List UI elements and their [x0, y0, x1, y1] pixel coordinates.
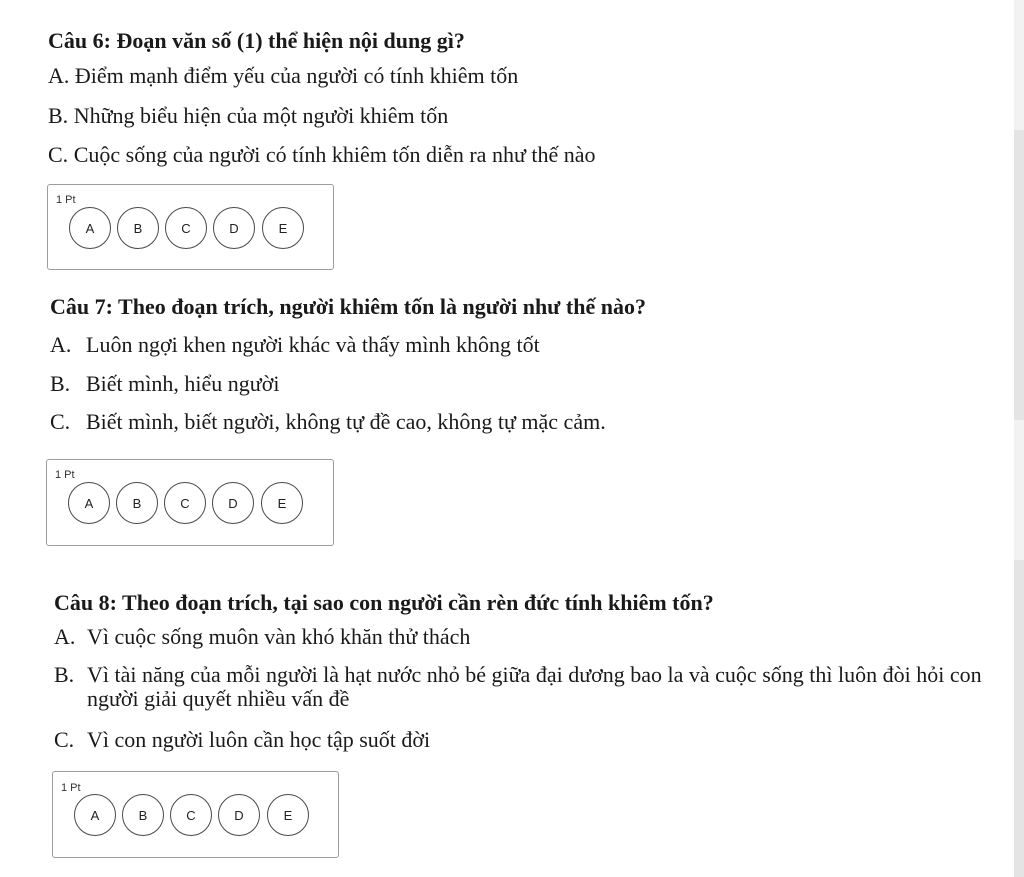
scrollbar-track-segment [1014, 420, 1024, 560]
points-label: 1 Pt [56, 194, 76, 206]
option-letter: C. [54, 727, 75, 752]
answer-bubble-b[interactable]: B [117, 207, 159, 249]
option-text: Điểm mạnh điểm yếu của người có tính khiêm tốn [74, 63, 519, 88]
answer-bubble-e[interactable]: E [262, 207, 304, 249]
option-letter: B. [48, 103, 69, 128]
answer-bubble-d[interactable]: D [213, 207, 255, 249]
option-a [48, 64, 518, 88]
page-scrollbar[interactable] [1014, 0, 1024, 877]
option-letter: C. [50, 409, 71, 434]
answer-box [47, 184, 334, 270]
question-title: Câu 6: Đoạn văn số (1) thể hiện nội dung gì? [48, 28, 465, 53]
answer-bubble-b[interactable]: B [122, 794, 164, 836]
option-text: Cuộc sống của người có tính khiêm tốn diễn ra như thế nào [73, 142, 596, 167]
answer-bubble-c[interactable]: C [170, 794, 212, 836]
answer-bubble-a[interactable]: A [69, 207, 111, 249]
option-letter: B. [50, 371, 71, 396]
scrollbar-track-segment [1014, 0, 1024, 130]
option-letter: A. [50, 332, 72, 357]
option-letter: B. [54, 662, 75, 687]
option-text: Luôn ngợi khen người khác và thấy mình không tốt [86, 332, 540, 357]
option-a [54, 625, 470, 649]
option-text: Vì tài năng của mỗi người là hạt nước nhỏ bé giữa đại dương bao la và cuộc sống thì luôn đòi hỏi con người giải quyết nhiều vấn đề [87, 662, 982, 711]
points-label: 1 Pt [55, 469, 75, 481]
option-text: Biết mình, hiểu người [86, 371, 280, 396]
question-title: Câu 7: Theo đoạn trích, người khiêm tốn là người như thế nào? [50, 294, 646, 319]
answer-bubble-e[interactable]: E [261, 482, 303, 524]
answer-bubble-c[interactable]: C [164, 482, 206, 524]
option-c [54, 728, 430, 752]
answer-bubble-b[interactable]: B [116, 482, 158, 524]
points-label: 1 Pt [61, 782, 81, 794]
option-letter: A. [54, 624, 76, 649]
option-a [50, 333, 540, 357]
option-text: Vì con người luôn cần học tập suốt đời [87, 727, 431, 752]
option-b [54, 663, 1024, 711]
option-text: Vì cuộc sống muôn vàn khó khăn thử thách [87, 624, 471, 649]
option-letter: A. [48, 63, 70, 88]
answer-bubble-c[interactable]: C [165, 207, 207, 249]
answer-box [52, 771, 339, 858]
answer-box [46, 459, 334, 546]
option-c [48, 143, 596, 167]
option-text: Những biểu hiện của một người khiêm tốn [73, 103, 449, 128]
option-letter: C. [48, 142, 69, 167]
option-b [48, 104, 448, 128]
option-text: Biết mình, biết người, không tự đề cao, không tự mặc cảm. [86, 409, 606, 434]
answer-bubble-e[interactable]: E [267, 794, 309, 836]
answer-bubble-a[interactable]: A [74, 794, 116, 836]
answer-bubble-d[interactable]: D [212, 482, 254, 524]
option-b [50, 372, 279, 396]
question-title: Câu 8: Theo đoạn trích, tại sao con người cần rèn đức tính khiêm tốn? [54, 590, 714, 615]
answer-bubble-d[interactable]: D [218, 794, 260, 836]
option-c [50, 410, 606, 434]
answer-bubble-a[interactable]: A [68, 482, 110, 524]
